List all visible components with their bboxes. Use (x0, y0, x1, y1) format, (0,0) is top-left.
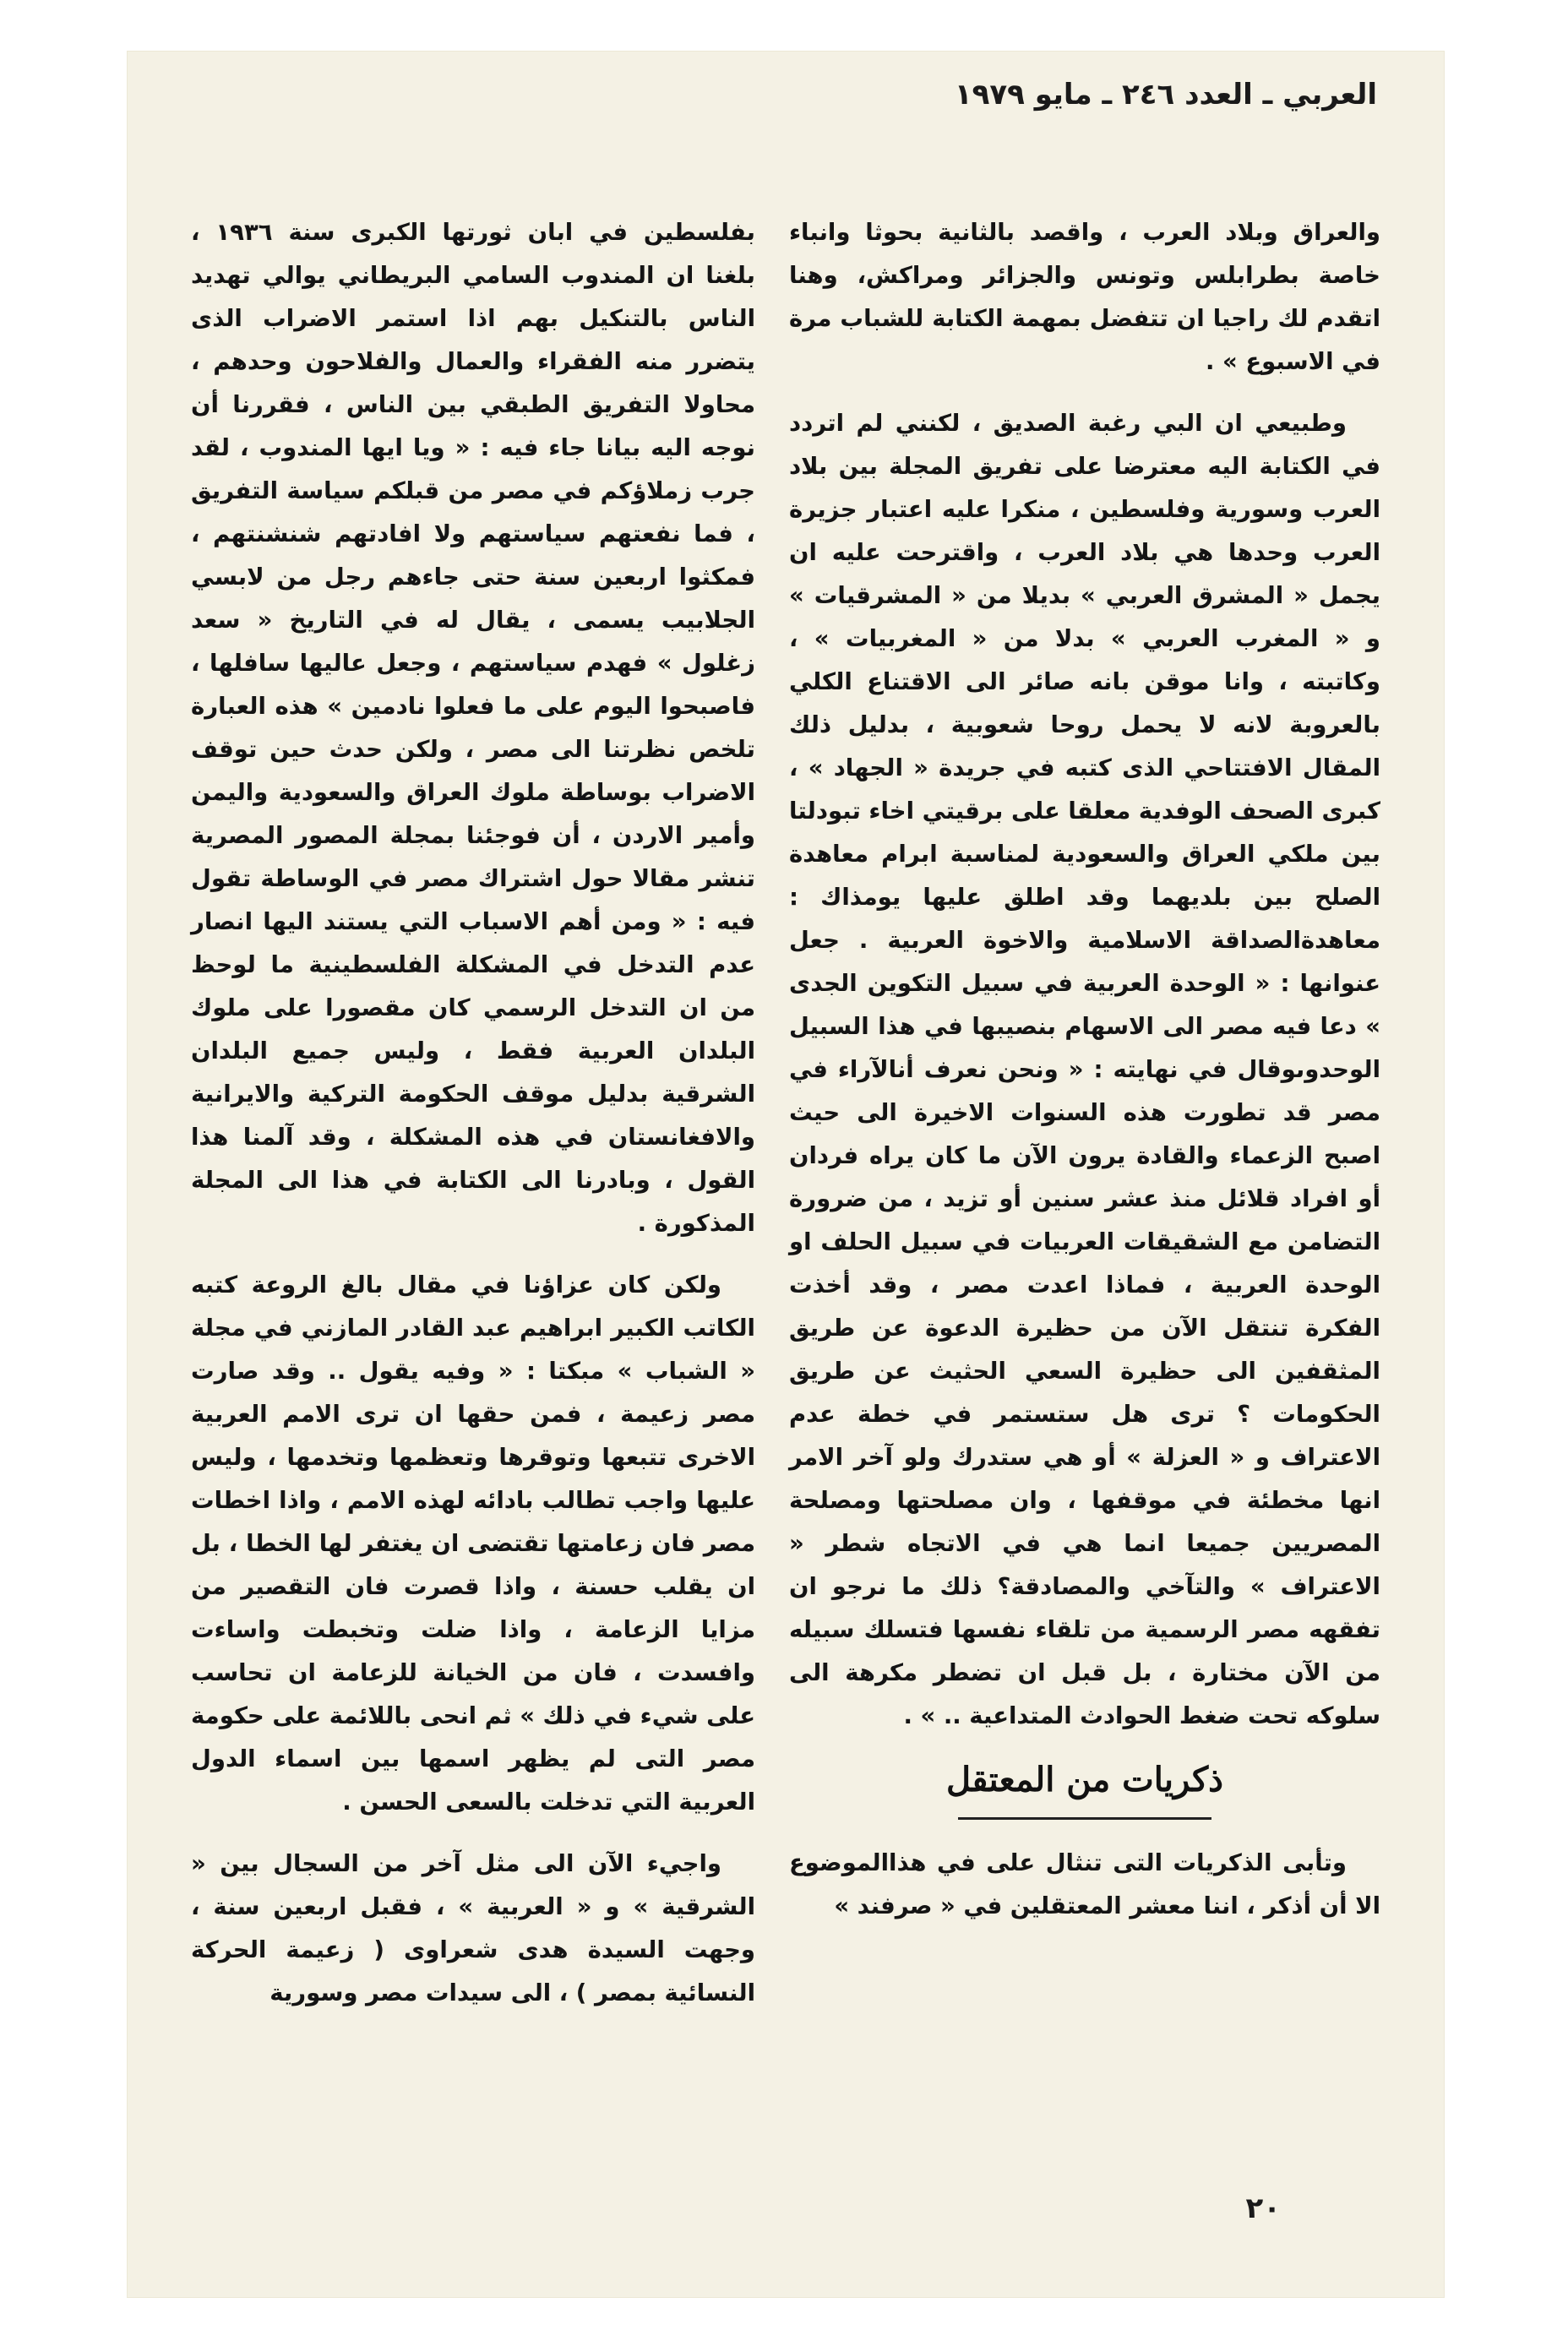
running-head: العربي ـ العدد ٢٤٦ ـ مايو ١٩٧٩ (954, 78, 1377, 112)
paragraph: وطبيعي ان البي رغبة الصديق ، لكنني لم اتردد في الكتابة اليه معترضا على تفريق المجلة بين بلاد العرب وسورية وفلسطين ، منكرا عليه اعتبار جزيرة العرب وحدها هي بلاد العرب ، واقترحت عليه ان يجمل « المشرق العربي » بديلا من « المشرقيات » و « المغرب العربي » بدلا من « المغربيات » ، وكاتبته ، وانا موقن بانه صائر الى الاقتناع الكلي بالعروبة لانه لا يحمل روحا شعوبية ، بدليل ذلك المقال الافتتاحي الذى كتبه في جريدة « الجهاد » ، كبرى الصحف الوفدية معلقا على برقيتي اخاء تبودلتا بين ملكي العراق والسعودية لمناسبة ابرام معاهدة الصلح بين بلديهما وقد اطلق عليها يومذاك : معاهدةالصداقة الاسلامية والاخوة العربية . جعل عنوانها : « الوحدة العربية في سبيل التكوين الجدى » دعا فيه مصر الى الاسهام بنصيبها في هذا السبيل الوحدوىوقال في نهايته : « ونحن نعرف أنالآراء في مصر قد تطورت هذه السنوات الاخيرة الى حيث اصبح الزعماء والقادة يرون الآن ما كان يراه فردان أو افراد قلائل منذ عشر سنين أو تزيد ، من ضرورة التضامن مع الشقيقات العربيات في سبيل الحلف او الوحدة العربية ، فماذا اعدت مصر ، وقد أخذت الفكرة تنتقل الآن من حظيرة الدعوة عن طريق المثقفين الى حظيرة السعي الحثيث عن طريق الحكومات ؟ ترى هل ستستمر في خطة عدم الاعتراف و « العزلة » أو هي ستدرك ولو آخر الامر انها مخطئة في موقفها ، وان مصلحتها ومصلحة المصريين جميعا انما هي في الاتجاه شطر « الاعتراف » والتآخي والمصادقة؟ ذلك ما نرجو ان تفقهه مصر الرسمية من تلقاء نفسها فتسلك سبيله من الآن مختارة ، بل قبل ان تضطر مكرهة الى سلوكه تحت ضغط الحوادث المتداعية .. » . (789, 410, 1380, 1729)
left-column (191, 211, 755, 2034)
paragraph: والعراق وبلاد العرب ، واقصد بالثانية بحوثا وانباء خاصة بطرابلس وتونس والجزائر ومراكش، وهنا اتقدم لك راجيا ان تتفضل بمهمة الكتابة للشباب مرة في الاسبوع » . (789, 219, 1380, 375)
paragraph: واجيء الآن الى مثل آخر من السجال بين « الشرقية » و « العربية » ، فقبل اربعين سنة ، وجهت السيدة هدى شعراوى ( زعيمة الحركة النسائية بمصر ) ، الى سيدات مصر وسورية (191, 1850, 755, 2006)
page-number: ٢٠ (1245, 2191, 1281, 2225)
section-title: ذكريات من المعتقل (946, 1760, 1223, 1799)
paragraph: بفلسطين في ابان ثورتها الكبرى سنة ١٩٣٦ ، بلغنا ان المندوب السامي البريطاني يوالي تهديد الناس بالتنكيل بهم اذا استمر الاضراب الذى يتضرر منه الفقراء والعمال والفلاحون وحدهم ، محاولا التفريق الطبقي بين الناس ، فقررنا أن نوجه اليه بيانا جاء فيه : « ويا ايها المندوب ، لقد جرب زملاؤكم في مصر من قبلكم سياسة التفريق ، فما نفعتهم سياستهم ولا افادتهم شنشنتهم ، فمكثوا اربعين سنة حتى جاءهم رجل من لابسي الجلابيب يسمى ، يقال له في التاريخ « سعد زغلول » فهدم سياستهم ، وجعل عاليها سافلها ، فاصبحوا اليوم على ما فعلوا نادمين » هذه العبارة تلخص نظرتنا الى مصر ، ولكن حدث حين توقف الاضراب بوساطة ملوك العراق والسعودية واليمن وأمير الاردن ، أن فوجئنا بمجلة المصور المصرية تنشر مقالا حول اشتراك مصر في الوساطة تقول فيه : « ومن أهم الاسباب التي يستند اليها انصار عدم التدخل في المشكلة الفلسطينية ما لوحظ من ان التدخل الرسمي كان مقصورا على ملوك البلدان العربية فقط ، وليس جميع البلدان الشرقية بدليل موقف الحكومة التركية والايرانية والافغانستان في هذه المشكلة ، وقد آلمنا هذا القول ، وبادرنا الى الكتابة في هذا الى المجلة المذكورة . (191, 219, 756, 1237)
title-underline (958, 1809, 1211, 1820)
right-column (789, 211, 1380, 1946)
paragraph: ولكن كان عزاؤنا في مقال بالغ الروعة كتبه الكاتب الكبير ابراهيم عبد القادر المازني في مجلة « الشباب » مبكتا : « وفيه يقول .. وقد صارت مصر زعيمة ، فمن حقها ان ترى الامم العربية الاخرى تتبعها وتوقرها وتعظمها وتخدمها ، وليس عليها واجب تطالب بادائه لهذه الامم ، واذا اخطات مصر فان زعامتها تقتضى ان يغتفر لها الخطا ، بل ان يقلب حسنة ، واذا قصرت فان التقصير من مزايا الزعامة ، واذا ضلت وتخبطت واساءت وافسدت ، فان من الخيانة للزعامة ان تحاسب على شيء في ذلك » ثم انحى باللائمة على حكومة مصر التى لم يظهر اسمها بين اسماء الدول العربية التي تدخلت بالسعى الحسن . (191, 1271, 755, 1816)
paragraph: وتأبى الذكريات التى تنثال على في هذاالموضوع الا أن أذكر ، اننا معشر المعتقلين في « صرفند » (789, 1849, 1380, 1919)
